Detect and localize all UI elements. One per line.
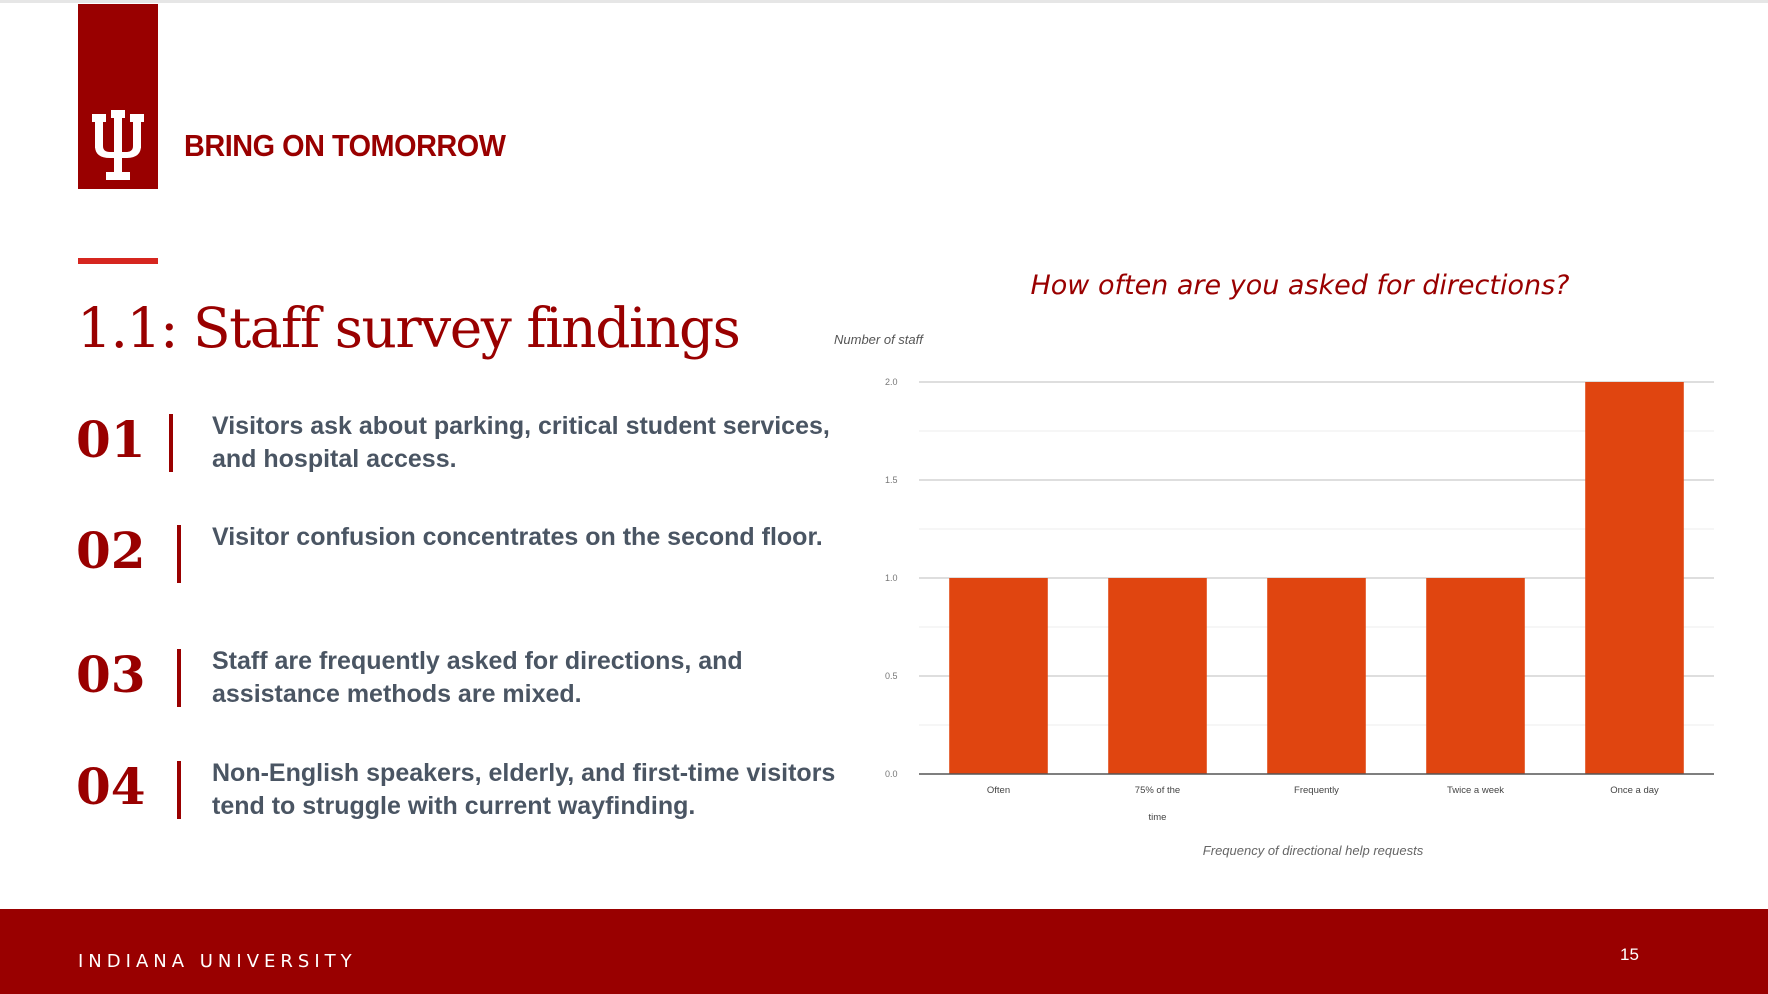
finding-divider: [177, 761, 181, 819]
finding-text: Non-English speakers, elderly, and first-time visitors tend to struggle with current wayfinding.: [212, 759, 836, 820]
bar-3: [1267, 578, 1366, 774]
finding-text: Visitor confusion concentrates on the second floor.: [212, 523, 823, 551]
finding-number: 03: [76, 645, 146, 704]
x-tick-label: Twice a week: [1446, 785, 1505, 796]
finding-03: [76, 645, 856, 715]
footer-brand: INDIANA UNIVERSITY: [78, 951, 357, 972]
finding-02: [76, 521, 856, 591]
bar-chart: [820, 320, 1720, 870]
bar-4: [1426, 578, 1525, 774]
bar-1: [949, 578, 1048, 774]
bar-2: [1108, 578, 1207, 774]
x-tick-label: Once a day: [1610, 785, 1659, 796]
chart-title: How often are you asked for directions?: [1030, 270, 1570, 301]
finding-text: Staff are frequently asked for directions, and assistance methods are mixed.: [212, 647, 743, 708]
x-tick-label: Often: [986, 785, 1011, 796]
x-tick-label: Frequently: [1294, 785, 1339, 796]
x-axis-title: Frequency of directional help requests: [1202, 843, 1424, 858]
x-tick-label: 75% of the time: [1134, 785, 1181, 823]
y-tick-label: 2.0: [885, 377, 898, 387]
finding-number: 04: [76, 757, 146, 816]
finding-number: 02: [76, 521, 146, 580]
accent-bar: [78, 258, 158, 264]
finding-01: [76, 410, 856, 480]
y-tick-label: 1.5: [885, 475, 898, 485]
finding-text: Visitors ask about parking, critical student services, and hospital access.: [212, 412, 830, 473]
footer: [0, 909, 1768, 994]
y-tick-label: 0.0: [885, 769, 898, 779]
y-axis-title: Number of staff: [834, 332, 923, 347]
finding-divider: [169, 414, 173, 472]
finding-number: 01: [76, 410, 146, 469]
iu-logo: [78, 4, 158, 189]
finding-divider: [177, 649, 181, 707]
slide-title: 1.1: Staff survey findings: [77, 296, 740, 360]
bar-5: [1585, 382, 1684, 774]
y-tick-label: 0.5: [885, 671, 898, 681]
finding-04: [76, 757, 856, 827]
top-rule: [0, 0, 1768, 3]
tagline: BRING ON TOMORROW: [184, 128, 506, 163]
iu-trident-icon: [90, 110, 146, 182]
finding-divider: [177, 525, 181, 583]
page-number: 15: [1620, 945, 1639, 964]
y-tick-label: 1.0: [885, 573, 898, 583]
